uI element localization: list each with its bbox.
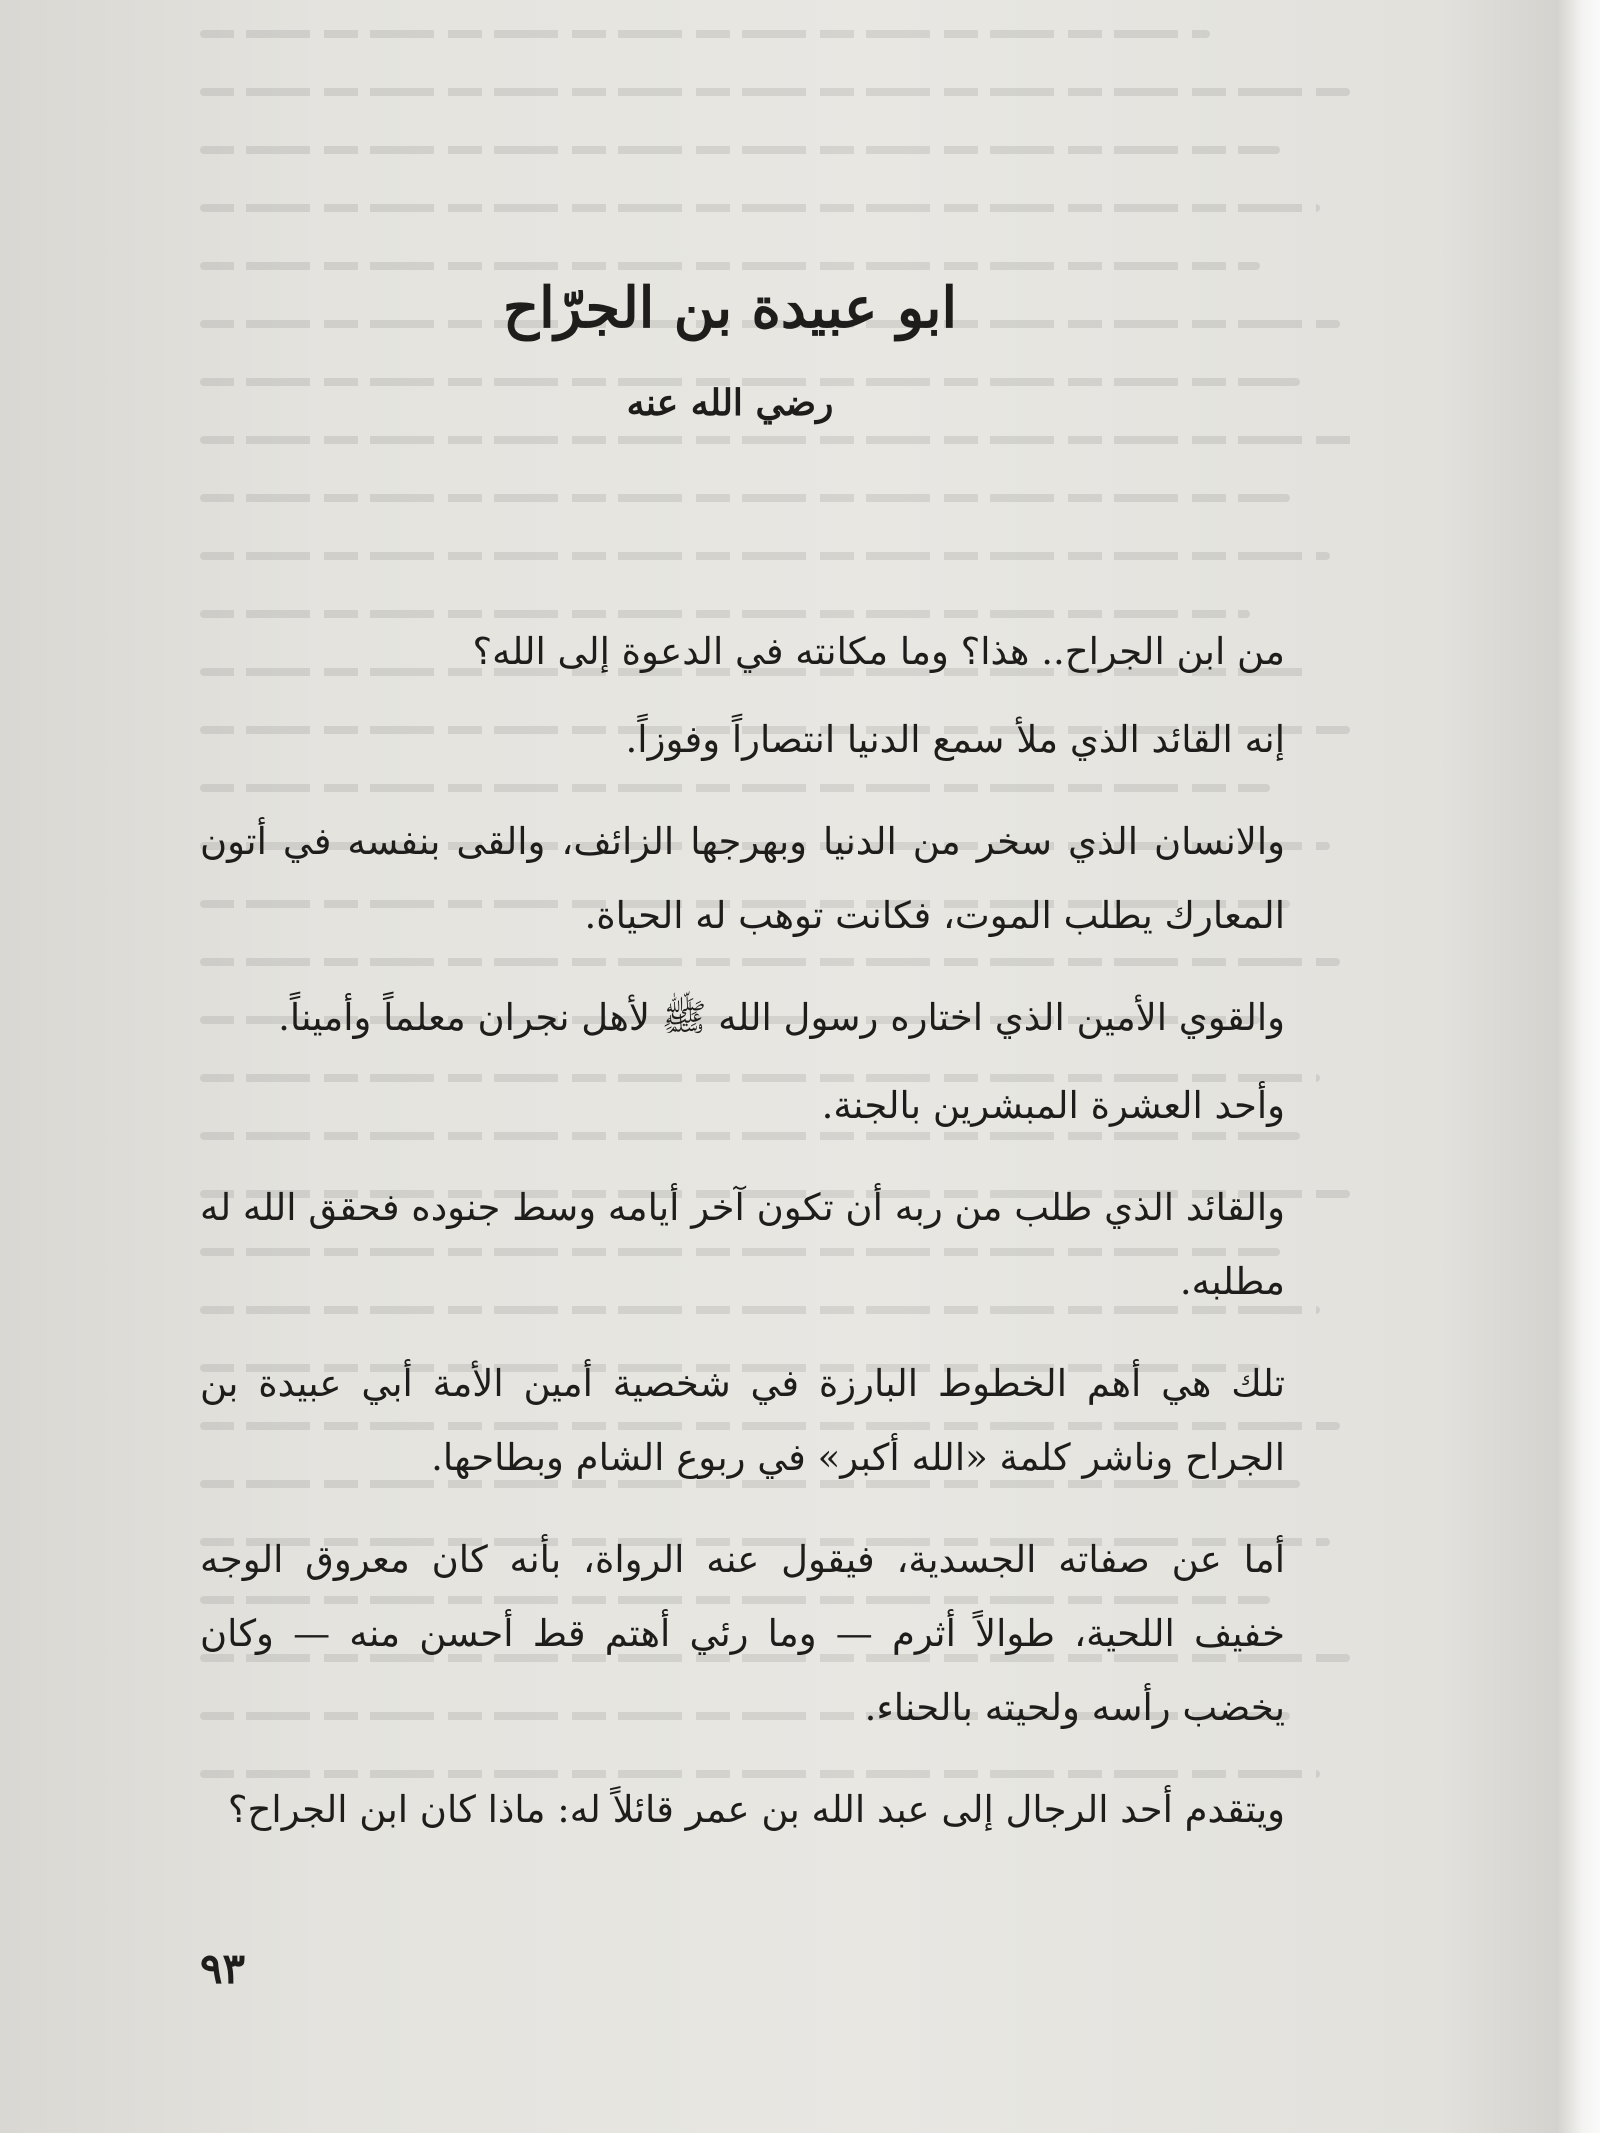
- page-number: ٩٣: [200, 1944, 246, 1993]
- paragraph: ويتقدم أحد الرجال إلى عبد الله بن عمر قائلاً له: ماذا كان ابن الجراح؟: [227, 1788, 1285, 1831]
- chapter-subtitle: رضي الله عنه: [626, 382, 834, 424]
- paragraph: والقوي الأمين الذي اختاره رسول الله ﷺ لأهل نجران معلماً وأميناً.: [278, 996, 1285, 1039]
- paragraph: وأحد العشرة المبشرين بالجنة.: [821, 1084, 1285, 1127]
- paragraph: أما عن صفاته الجسدية، فيقول عنه الرواة، بأنه كان معروق الوجه خفيف اللحية، طوالاً أثرم — وما رئي أهتم قط أحسن منه — وكان يخضب رأسه ولحيته بالحناء.: [200, 1538, 1285, 1729]
- page-edge: [1556, 0, 1600, 2133]
- paragraph: من ابن الجراح.. هذا؟ وما مكانته في الدعوة إلى الله؟: [472, 630, 1285, 673]
- paragraph: تلك هي أهم الخطوط البارزة في شخصية أمين الأمة أبي عبيدة بن الجراح وناشر كلمة «الله أكبر» في ربوع الشام وبطاحها.: [200, 1362, 1285, 1479]
- paragraph: والانسان الذي سخر من الدنيا وبهرجها الزائف، والقى بنفسه في أتون المعارك يطلب الموت، فكانت توهب له الحياة.: [200, 820, 1285, 937]
- body-text: [190, 615, 1470, 1875]
- paragraph: إنه القائد الذي ملأ سمع الدنيا انتصاراً وفوزاً.: [625, 718, 1285, 761]
- paragraph: والقائد الذي طلب من ربه أن تكون آخر أيامه وسط جنوده فحقق الله له مطلبه.: [200, 1186, 1285, 1303]
- chapter-title: ابو عبيدة بن الجرّاح: [502, 275, 958, 341]
- book-page: [190, 0, 1470, 2133]
